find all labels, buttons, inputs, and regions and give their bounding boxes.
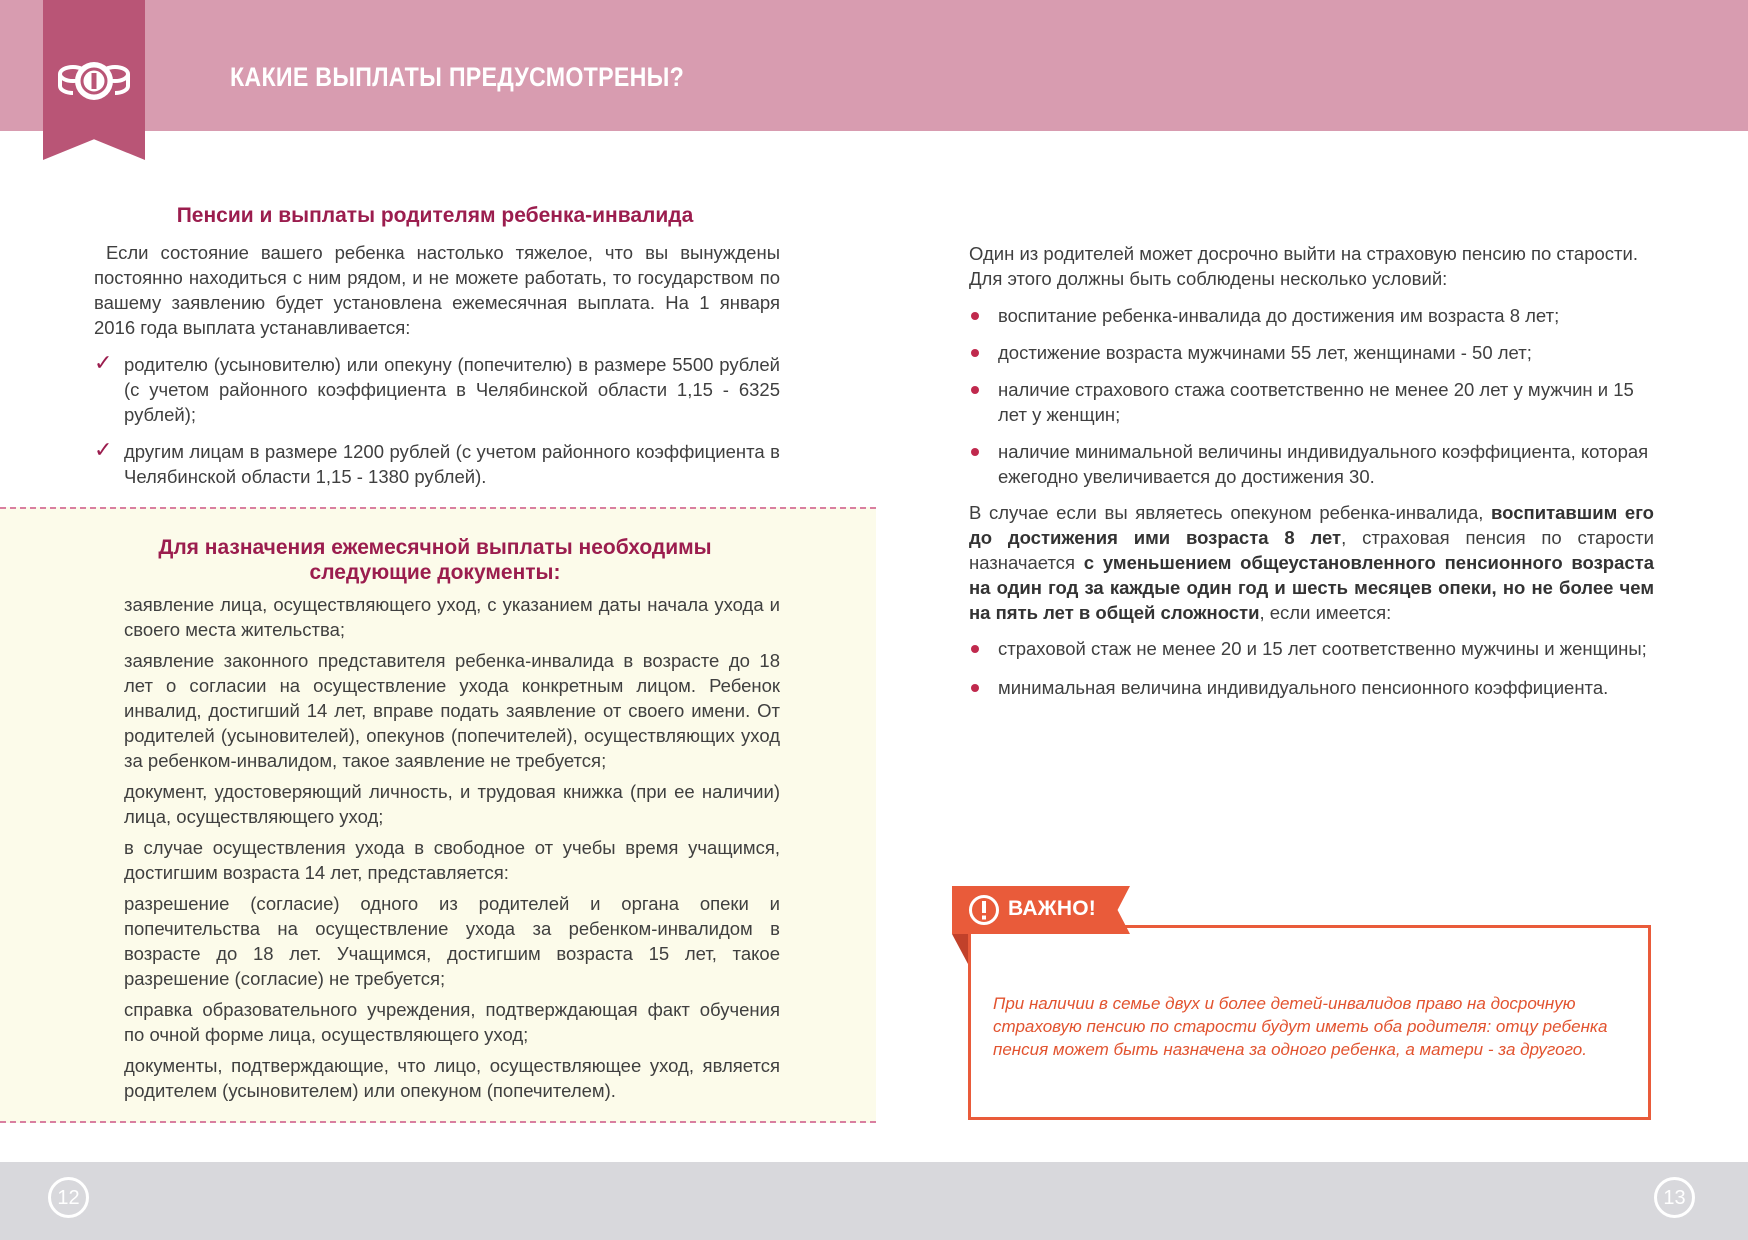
list-item: справка образовательного учреждения, подтверждающая факт обучения по очной форме лица, осуществляющего уход; [124,999,780,1045]
list-item: разрешение (согласие) одного из родителей и органа опеки и попечительства на осуществление ухода за ребенком-инвалидом в возрасте до 18 лет. Учащимся, достигшим возраста 15 лет, такое разрешение (согласие) не требуется; [124,893,780,989]
checkmark-icon: ✓ [94,437,113,462]
list-item: документы, подтверждающие, что лицо, осуществляющее уход, является родителем (усыновителем) или опекуном (попечителем). [124,1055,780,1101]
list-item-text: воспитание ребенка-инвалида до достижения им возраста 8 лет; [998,305,1560,326]
page-number-right: 13 [1654,1177,1695,1218]
list-item: заявление законного представителя ребенка-инвалида в возрасте до 18 лет о согласии на осуществление ухода конкретным лицом. Ребенок инвалид, достигший 14 лет, вправе подать заявление от своего имени. От родителей (усыновителей), опекунов (попечителей), осуществляющих уход за ребенком-инвалидом, такое заявление не требуется; [124,650,780,771]
guardian-text-2: , страховая пенсия по старости назначается [969,527,1654,573]
bullet-icon [971,645,979,653]
pensions-intro: Если состояние вашего ребенка настолько тяжелое, что вы вынуждены постоянно находиться с ним рядом, и не можете работать, то государством по вашему заявлению будет установлена ежемесячная выплата. На 1 января 2016 года выплата устанавливается: [94,242,780,338]
bullet-icon [971,448,979,456]
early-pension-intro: Один из родителей может досрочно выйти на страховую пенсию по старости. Для этого должны быть соблюдены несколько условий: [969,243,1638,289]
guardian-bold-2: с уменьшением общеустановленного пенсионного возраста на один год за каждые один год и шесть месяцев опеки, но не более чем на пять лет в общей сложности [969,552,1654,623]
section-heading-documents: Для назначения ежемесячной выплаты необходимы следующие документы: [158,536,712,584]
alert-icon [968,894,1000,926]
list-item [969,377,1659,427]
list-item [969,439,1659,489]
important-text: При наличии в семье двух и более детей-инвалидов право на досрочную страховую пенсию по старости будут иметь оба родителя: отцу ребенка пенсия может быть назначена за одного ребенка, а матери - за другого. [993,994,1608,1059]
page-title: КАКИЕ ВЫПЛАТЫ ПРЕДУСМОТРЕНЫ? [230,62,685,92]
list-item-text: другим лицам в размере 1200 рублей (с учетом районного коэффициента в Челябинской области 1,15 - 1380 рублей). [124,441,780,487]
guardian-text-1: В случае если вы являетесь опекуном ребенка-инвалида, [969,502,1492,523]
conditions-list-2 [969,636,1659,712]
list-item [969,675,1659,700]
guardian-bold-1: воспитавшим его до достижения ими возраста 8 лет [969,502,1654,548]
list-item [94,439,780,489]
conditions-list [969,303,1659,501]
list-item [94,352,780,427]
list-item-text: достижение возраста мужчинами 55 лет, женщинами - 50 лет; [998,342,1532,363]
list-item [969,636,1659,661]
list-item: документ, удостоверяющий личность, и трудовая книжка (при ее наличии) лица, осуществляющего уход; [124,781,780,827]
footer-band [0,1162,1748,1240]
list-item-text: родителю (усыновителю) или опекуну (попечителю) в размере 5500 рублей (с учетом районного коэффициента в Челябинской области 1,15 - 6325 рублей); [124,354,780,425]
bullet-icon [971,684,979,692]
important-label: ВАЖНО! [1008,897,1096,920]
list-item: в случае осуществления ухода в свободное от учебы время учащимся, достигшим возраста 14 лет, представляется: [124,837,780,883]
bullet-icon [971,349,979,357]
important-tab-fold [952,934,968,964]
list-item-text: наличие минимальной величины индивидуального коэффициента, которая ежегодно увеличивается до достижения 30. [998,441,1649,487]
section-heading-pensions: Пенсии и выплаты родителям ребенка-инвалида [176,204,694,227]
bullet-icon [971,386,979,394]
list-item-text: наличие страхового стажа соответственно не менее 20 лет у мужчин и 15 лет у женщин; [998,379,1634,425]
list-item-text: минимальная величина индивидуального пенсионного коэффициента. [998,677,1609,698]
list-item-text: страховой стаж не менее 20 и 15 лет соответственно мужчины и женщины; [998,638,1647,659]
list-item [969,303,1659,328]
checkmark-icon: ✓ [94,350,113,375]
documents-list [124,592,780,1109]
bullet-icon [971,312,979,320]
guardian-paragraph [969,500,1654,625]
page-number-left: 12 [48,1177,89,1218]
payment-amounts-list [94,352,780,501]
guardian-text-3: , если имеется: [1259,602,1392,623]
list-item: заявление лица, осуществляющего уход, с указанием даты начала ухода и своего места жительства; [124,594,780,640]
coins-icon [56,54,132,106]
list-item [969,340,1659,365]
